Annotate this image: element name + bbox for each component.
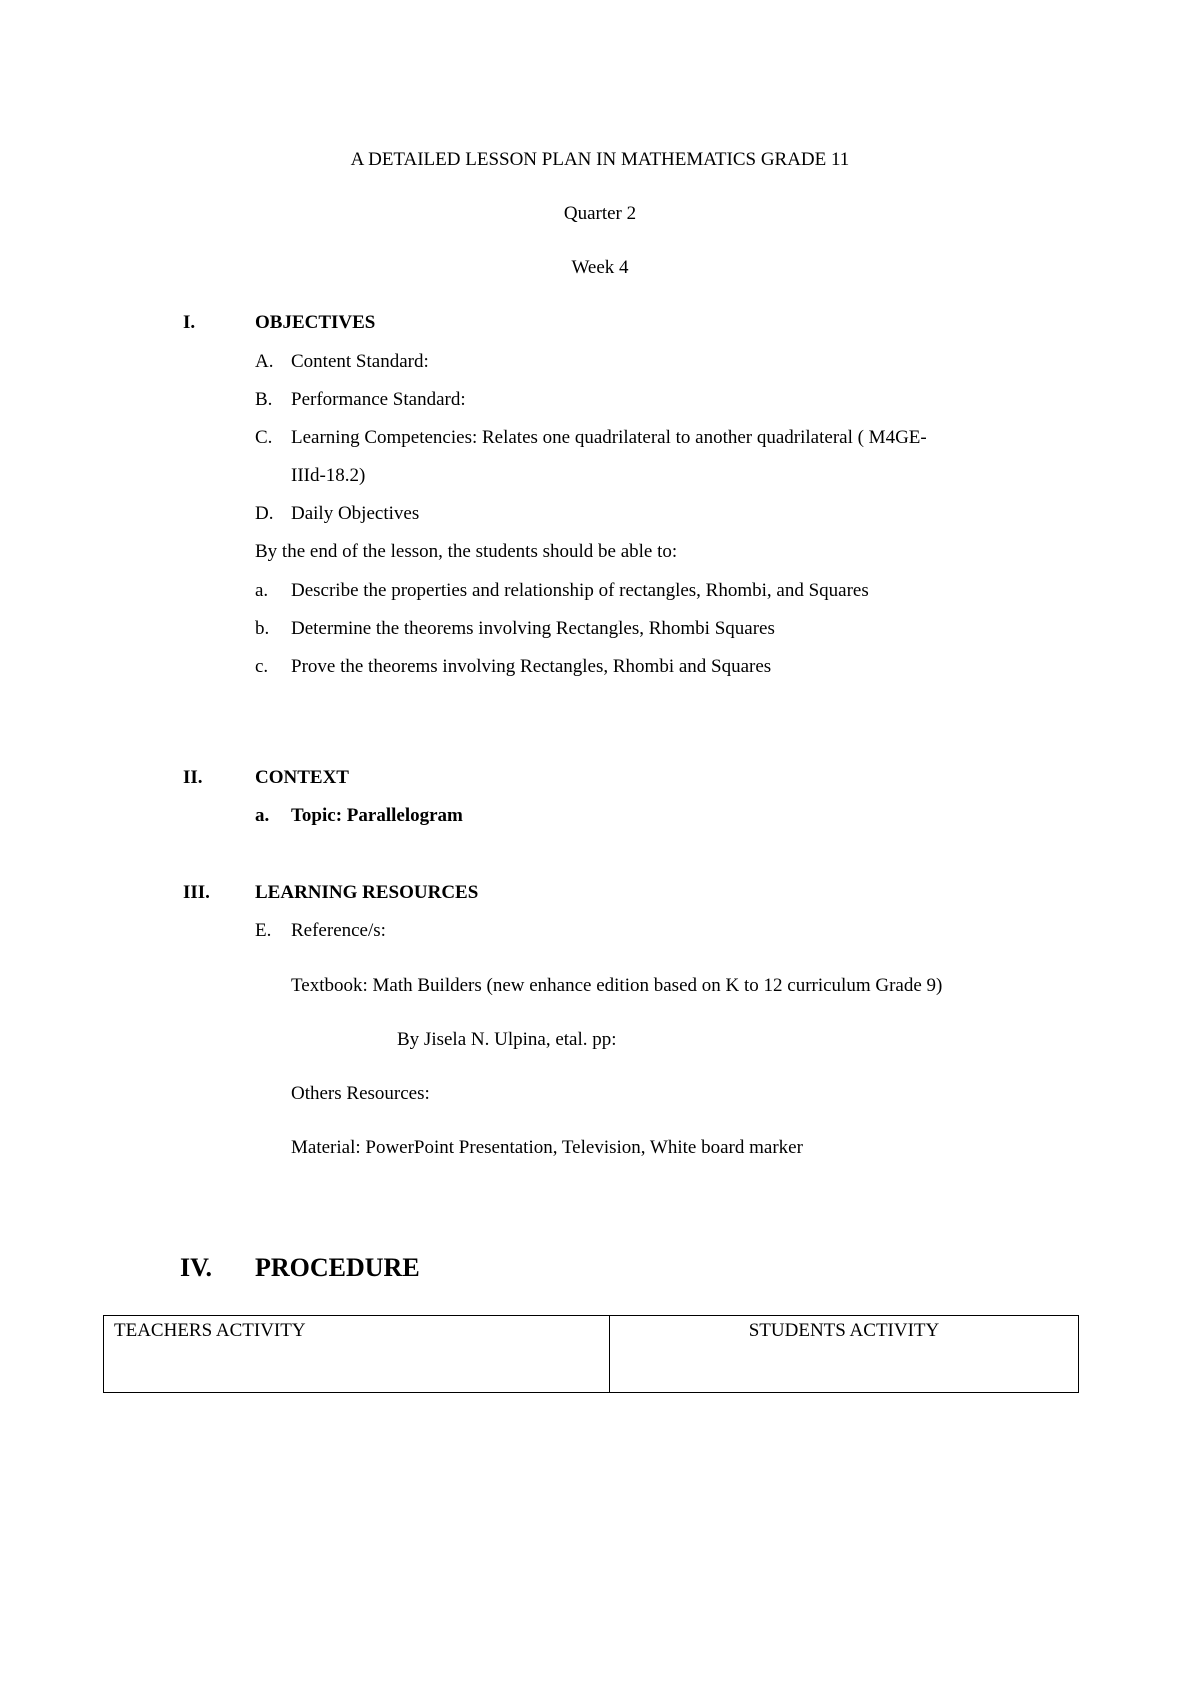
section-numeral-objectives: I. [183, 312, 196, 333]
context-topic: Topic: Parallelogram [291, 805, 463, 826]
section-numeral-procedure: IV. [180, 1253, 213, 1282]
objective-learning-competencies-continuation: IIId-18.2) [291, 465, 366, 486]
section-heading-procedure: PROCEDURE [255, 1253, 420, 1282]
daily-objective-determine: Determine the theorems involving Rectangles, Rhombi Squares [291, 618, 775, 639]
objectives-intro: By the end of the lesson, the students should be able to: [255, 541, 678, 562]
daily-letter-b: b. [255, 618, 270, 639]
section-heading-resources: LEARNING RESOURCES [255, 882, 479, 903]
resources-author: By Jisela N. Ulpina, etal. pp: [397, 1029, 617, 1050]
objective-daily-objectives: Daily Objectives [291, 503, 420, 524]
daily-objective-prove: Prove the theorems involving Rectangles, Rhombi and Squares [291, 656, 772, 677]
daily-objective-describe: Describe the properties and relationship of rectangles, Rhombi, and Squares [291, 580, 869, 601]
week-label: Week 4 [571, 257, 629, 278]
section-numeral-resources: III. [183, 882, 210, 903]
context-topic-letter: a. [255, 805, 270, 826]
students-activity-header: STUDENTS ACTIVITY [610, 1316, 1079, 1393]
resources-material: Material: PowerPoint Presentation, Television, White board marker [291, 1137, 803, 1158]
section-heading-context: CONTEXT [255, 767, 349, 788]
objective-letter-c: C. [255, 427, 273, 448]
objective-learning-competencies: Learning Competencies: Relates one quadrilateral to another quadrilateral ( M4GE- [291, 427, 927, 448]
daily-letter-c: c. [255, 656, 269, 677]
resources-reference-label: Reference/s: [291, 920, 386, 941]
section-heading-objectives: OBJECTIVES [255, 312, 376, 333]
resources-ref-letter: E. [255, 920, 272, 941]
objective-performance-standard: Performance Standard: [291, 389, 466, 410]
document-title: A DETAILED LESSON PLAN IN MATHEMATICS GRADE 11 [350, 149, 850, 170]
resources-textbook: Textbook: Math Builders (new enhance edition based on K to 12 curriculum Grade 9) [291, 975, 943, 996]
quarter-label: Quarter 2 [563, 203, 637, 224]
objective-letter-b: B. [255, 389, 273, 410]
objective-letter-a: A. [255, 351, 274, 372]
procedure-table-header-row [104, 1316, 1079, 1393]
objective-content-standard: Content Standard: [291, 351, 429, 372]
objective-letter-d: D. [255, 503, 274, 524]
daily-letter-a: a. [255, 580, 269, 601]
section-numeral-context: II. [183, 767, 203, 788]
resources-others: Others Resources: [291, 1083, 430, 1104]
procedure-table [103, 1315, 1079, 1393]
teachers-activity-header: TEACHERS ACTIVITY [104, 1316, 610, 1393]
